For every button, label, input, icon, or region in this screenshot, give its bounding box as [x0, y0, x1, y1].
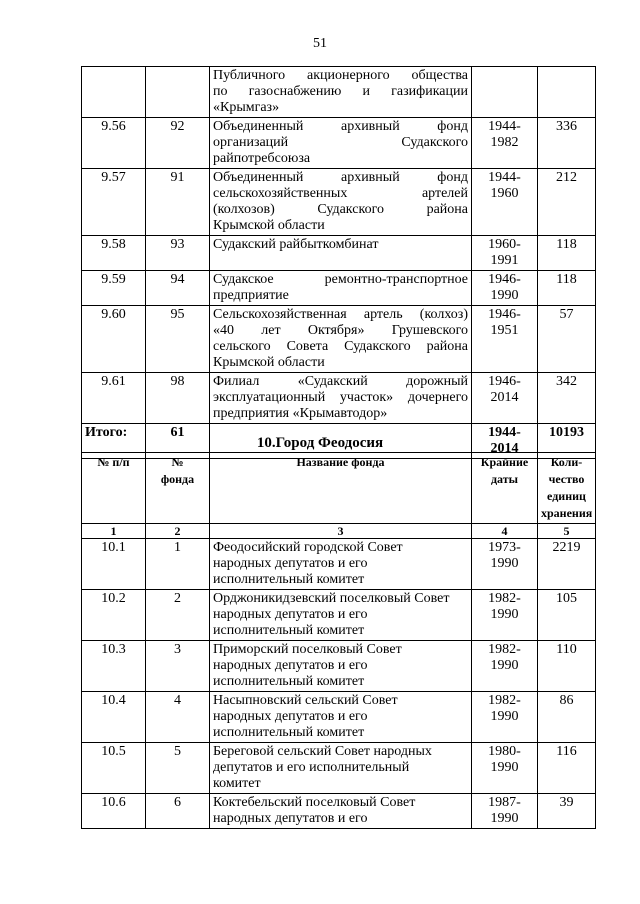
cell-name: [210, 539, 472, 590]
name-line: народных депутатов и его: [213, 709, 368, 724]
cell-dates: 1982-1990: [472, 692, 538, 743]
name-line: Объединенный архивный фонд: [213, 170, 468, 185]
cell-fund: 95: [146, 306, 210, 373]
column-index: 5: [538, 524, 596, 539]
column-index: 3: [210, 524, 472, 539]
cell-dates: 1944-1982: [472, 118, 538, 169]
table-row: [82, 236, 596, 271]
cell-name: [210, 692, 472, 743]
name-line: Насыпновский сельский Совет: [213, 693, 398, 708]
cell-fund: 2: [146, 590, 210, 641]
cell-id: 9.56: [82, 118, 146, 169]
name-line: Приморский поселковый Совет: [213, 642, 402, 657]
header-fund-number: [146, 453, 210, 524]
table-row: [82, 743, 596, 794]
header-line: хранения: [541, 506, 593, 520]
cell-id: 10.2: [82, 590, 146, 641]
column-index-row: [82, 524, 596, 539]
cell-id: 9.57: [82, 169, 146, 236]
header-fund-name: Название фонда: [210, 453, 472, 524]
cell-dates: 1982-1990: [472, 590, 538, 641]
name-line: эксплуатационный участок» дочернего: [213, 390, 468, 405]
table-row: [82, 794, 596, 829]
cell-count: 2219: [538, 539, 596, 590]
name-line: народных депутатов и его: [213, 607, 368, 622]
name-line: Филиал «Судакский дорожный: [213, 374, 468, 389]
table-row-continuation: [82, 67, 596, 118]
cell-name: [210, 590, 472, 641]
table-row: [82, 169, 596, 236]
header-row-number: № п/п: [82, 453, 146, 524]
cell-fund: 1: [146, 539, 210, 590]
cell-dates: 1960-1991: [472, 236, 538, 271]
cell-dates: 1982-1990: [472, 641, 538, 692]
name-line: исполнительный комитет: [213, 572, 365, 587]
total-count: 10193: [538, 424, 596, 459]
table-row: [82, 641, 596, 692]
name-line: сельскохозяйственных артелей: [213, 186, 468, 201]
header-line: №: [171, 455, 184, 469]
cell-dates: 1946-1951: [472, 306, 538, 373]
cell-count: 116: [538, 743, 596, 794]
cell-fund: 94: [146, 271, 210, 306]
cell-name: [210, 236, 472, 271]
cell-count: 342: [538, 373, 596, 424]
table-row: [82, 692, 596, 743]
total-label: Итого:: [82, 424, 146, 459]
total-dates: 1944-2014: [472, 424, 538, 459]
table-row: [82, 271, 596, 306]
cell-name: [210, 118, 472, 169]
cell-fund: 91: [146, 169, 210, 236]
cell-id: 10.1: [82, 539, 146, 590]
name-line: организаций Судакского: [213, 135, 468, 150]
name-line: Объединенный архивный фонд: [213, 119, 468, 134]
name-line: народных депутатов и его: [213, 556, 368, 571]
cell-count: 118: [538, 271, 596, 306]
cell-fund: 3: [146, 641, 210, 692]
cell-dates: 1944-1960: [472, 169, 538, 236]
cell-dates: 1987-1990: [472, 794, 538, 829]
cell-name: [210, 306, 472, 373]
name-line: Крымской области: [213, 355, 325, 370]
cell-count: 39: [538, 794, 596, 829]
section-title: 10.Город Феодосия: [256, 435, 384, 451]
header-storage-units: [538, 453, 596, 524]
table-row: [82, 590, 596, 641]
cell-name: [210, 641, 472, 692]
table-row: [82, 373, 596, 424]
header-line: единиц: [547, 489, 586, 503]
table-row: [82, 539, 596, 590]
cell-count: [538, 67, 596, 118]
cell-count: 118: [538, 236, 596, 271]
cell-fund: 98: [146, 373, 210, 424]
table-row: [82, 118, 596, 169]
header-line: фонда: [160, 472, 195, 486]
name-line: Коктебельский поселковый Совет: [213, 795, 416, 810]
header-dates: [472, 453, 538, 524]
cell-name: [210, 67, 472, 118]
cell-name: [210, 794, 472, 829]
cell-id: 10.5: [82, 743, 146, 794]
name-line: «40 лет Октября» Грушевского: [213, 323, 468, 338]
name-line: исполнительный комитет: [213, 725, 365, 740]
cell-count: 336: [538, 118, 596, 169]
sudak-rows: [82, 118, 596, 424]
cell-dates: 1946-2014: [472, 373, 538, 424]
header-line: даты: [490, 472, 519, 486]
cell-dates: 1973-1990: [472, 539, 538, 590]
total-fund-count: 61: [146, 424, 210, 459]
name-line: (колхозов) Судакского района: [213, 202, 468, 217]
cell-fund: 6: [146, 794, 210, 829]
cell-fund: 4: [146, 692, 210, 743]
cell-id: 9.60: [82, 306, 146, 373]
header-line: Крайние: [480, 455, 529, 469]
cell-count: 57: [538, 306, 596, 373]
cell-dates: 1946-1990: [472, 271, 538, 306]
cell-id: 9.61: [82, 373, 146, 424]
cell-count: 86: [538, 692, 596, 743]
column-index: 4: [472, 524, 538, 539]
header-line: Коли-: [550, 455, 583, 469]
feodosia-rows: [82, 539, 596, 829]
name-line: исполнительный комитет: [213, 623, 365, 638]
cell-name: [210, 169, 472, 236]
cell-id: 10.4: [82, 692, 146, 743]
name-line: депутатов и его исполнительный: [213, 760, 410, 775]
name-line: Феодосийский городской Совет: [213, 540, 403, 555]
page-number: 51: [313, 36, 327, 51]
name-line: народных депутатов и его: [213, 658, 368, 673]
name-line: предприятия «Крымавтодор»: [213, 406, 388, 421]
name-line: Крымской области: [213, 218, 325, 233]
name-line: Судакский райбыткомбинат: [213, 237, 379, 252]
feodosia-archive-table: [81, 452, 596, 829]
table-header: [82, 453, 596, 539]
cell-count: 105: [538, 590, 596, 641]
name-line: предприятие: [213, 288, 289, 303]
name-line: исполнительный комитет: [213, 674, 365, 689]
name-line: Сельскохозяйственная артель (колхоз): [213, 307, 468, 322]
name-line: Береговой сельский Совет народных: [213, 744, 432, 759]
sudak-archive-table: [81, 66, 596, 459]
cell-name: [210, 271, 472, 306]
cell-fund: [146, 67, 210, 118]
cell-id: 9.59: [82, 271, 146, 306]
name-line: «Крымгаз»: [213, 100, 280, 115]
sudak-table-body: [82, 67, 596, 118]
cell-name: [210, 373, 472, 424]
name-line: народных депутатов и его: [213, 811, 368, 826]
cell-count: 212: [538, 169, 596, 236]
cell-fund: 5: [146, 743, 210, 794]
cell-count: 110: [538, 641, 596, 692]
table-row: [82, 306, 596, 373]
name-line: райпотребсоюза: [213, 151, 311, 166]
cell-id: 9.58: [82, 236, 146, 271]
name-line: по газоснабжению и газификации: [213, 84, 468, 99]
column-index: 2: [146, 524, 210, 539]
name-line: Публичного акционерного общества: [213, 68, 468, 83]
cell-dates: [472, 67, 538, 118]
name-line: сельского Совета Судакского района: [213, 339, 468, 354]
cell-name: [210, 743, 472, 794]
name-line: Орджоникидзевский поселковый Совет: [213, 591, 450, 606]
cell-dates: 1980-1990: [472, 743, 538, 794]
name-line: Судакское ремонтно-транспортное: [213, 272, 468, 287]
cell-id: 10.3: [82, 641, 146, 692]
header-line: чество: [548, 472, 585, 486]
cell-id: 10.6: [82, 794, 146, 829]
cell-fund: 92: [146, 118, 210, 169]
cell-id: [82, 67, 146, 118]
name-line: комитет: [213, 776, 261, 791]
cell-fund: 93: [146, 236, 210, 271]
column-index: 1: [82, 524, 146, 539]
